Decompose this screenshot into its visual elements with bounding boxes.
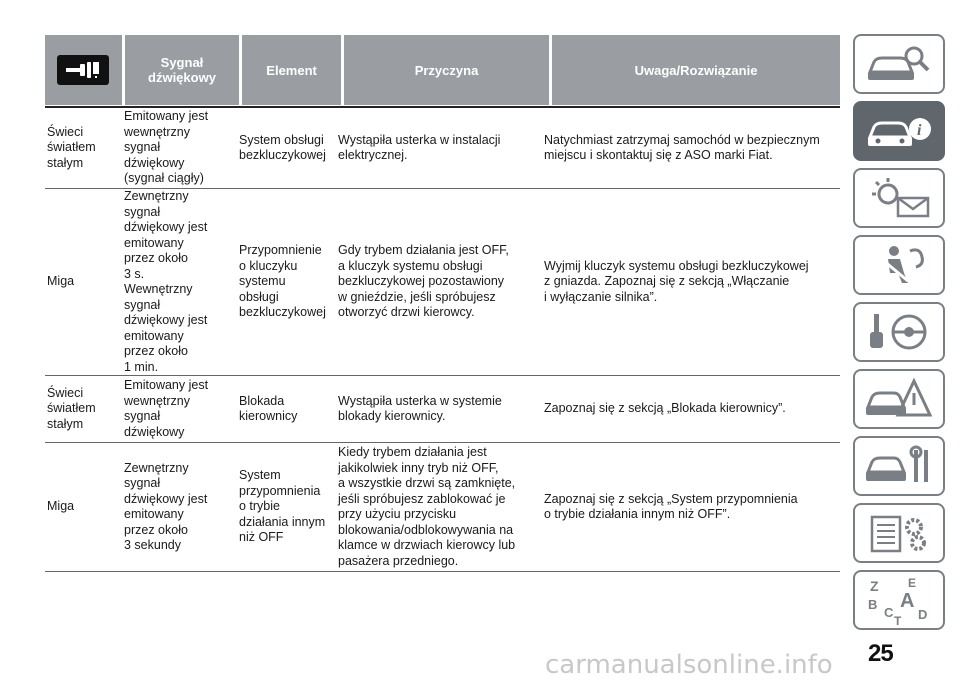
key-steering-wheel-icon [864,310,934,354]
row-solution: Zapoznaj się z sekcją „System przypomnienia o trybie działania innym niż OFF”. [544,491,798,521]
row-cause: Kiedy trybem działania jest jakikolwiek inny tryb niż OFF, a wszystkie drzwi są zamknięte, jeśli spróbujesz zablokować je przy użyciu przycisku blokowania/odblokowywania na klamce w drzwiach kierowcy lub pasażera przedniego. [338,445,516,568]
row-solution: Zapoznaj się z sekcją „Blokada kierownicy”. [544,401,786,416]
tab-technical-data[interactable] [853,503,945,563]
tab-service[interactable] [853,436,945,496]
car-search-icon [864,42,934,86]
tab-safety[interactable] [853,235,945,295]
table-row [45,189,840,376]
tab-car-search[interactable] [853,34,945,94]
row-light-state: Miga [47,499,75,514]
table-header [45,35,840,105]
header-signal: Sygnał dźwiękowy [125,35,240,105]
tab-car-info[interactable] [853,101,945,161]
row-signal: Emitowany jest wewnętrzny sygnał dźwiękowy [124,378,209,439]
row-cause: Wystąpiła usterka w instalacji elektrycznej. [338,132,501,162]
header-icon-cell [45,35,122,105]
table-row [45,376,840,443]
row-element: System obsługi bezkluczykowej [239,132,326,162]
section-sidebar [853,34,945,637]
svg-text:D: D [918,607,928,622]
tab-starting-driving[interactable] [853,302,945,362]
row-light-state: Miga [47,274,75,289]
specs-gears-icon [864,511,934,555]
svg-text:Z: Z [870,578,879,594]
table-row [45,443,840,572]
header-element: Element [242,35,341,105]
svg-text:i: i [917,122,922,139]
svg-text:C: C [884,605,894,620]
keyless-key-icon [57,55,109,85]
car-info-icon [864,109,934,153]
svg-text:T: T [894,614,902,625]
tab-alphabetical-index[interactable] [853,570,945,630]
row-solution: Natychmiast zatrzymaj samochód w bezpiecznym miejscu i skontaktuj się z ASO marki Fiat. [544,132,820,162]
svg-text:E: E [908,576,917,590]
tab-emergency[interactable] [853,369,945,429]
row-light-state: Świeci światłem stałym [47,385,96,431]
row-cause: Gdy trybem działania jest OFF, a kluczyk systemu obsługi bezkluczykowej pozostawiony w gnieździe, jeśli spróbujesz otworzyć drzwi kierowcy. [338,243,509,320]
svg-text:A: A [900,590,915,612]
table-row [45,108,840,189]
row-signal: Emitowany jest wewnętrzny sygnał dźwiękowy (sygnał ciągły) [124,109,209,186]
row-element: Przypomnienie o kluczyku systemu obsługi bezkluczykowej [239,243,326,320]
alphabet-index-icon [864,575,934,625]
row-element: Blokada kierownicy [239,393,298,423]
header-solution: Uwaga/Rozwiązanie [552,35,840,105]
row-cause: Wystąpiła usterka w systemie blokady kierownicy. [338,393,502,423]
row-signal: Zewnętrzny sygnał dźwiękowy jest emitowany przez około 3 sekundy [124,460,208,552]
svg-text:B: B [868,597,878,612]
light-mail-icon [864,176,934,220]
watermark: carmanualsonline.info [545,650,833,680]
tab-lights-messages[interactable] [853,168,945,228]
car-warning-icon [864,377,934,421]
header-cause: Przyczyna [344,35,549,105]
car-tools-icon [864,444,934,488]
page-number: 25 [868,640,893,667]
row-signal: Zewnętrzny sygnał dźwiękowy jest emitowany przez około 3 s. Wewnętrzny sygnał dźwiękowy jest emitowany przez około 1 min. [124,189,208,374]
row-solution: Wyjmij kluczyk systemu obsługi bezkluczykowej z gniazda. Zapoznaj się z sekcją „Włączanie i wyłączanie silnika”. [544,258,809,304]
warning-table [45,35,840,572]
row-element: System przypomnienia o trybie działania innym niż OFF [239,468,326,545]
airbag-person-icon [864,243,934,287]
row-light-state: Świeci światłem stałym [47,124,96,170]
